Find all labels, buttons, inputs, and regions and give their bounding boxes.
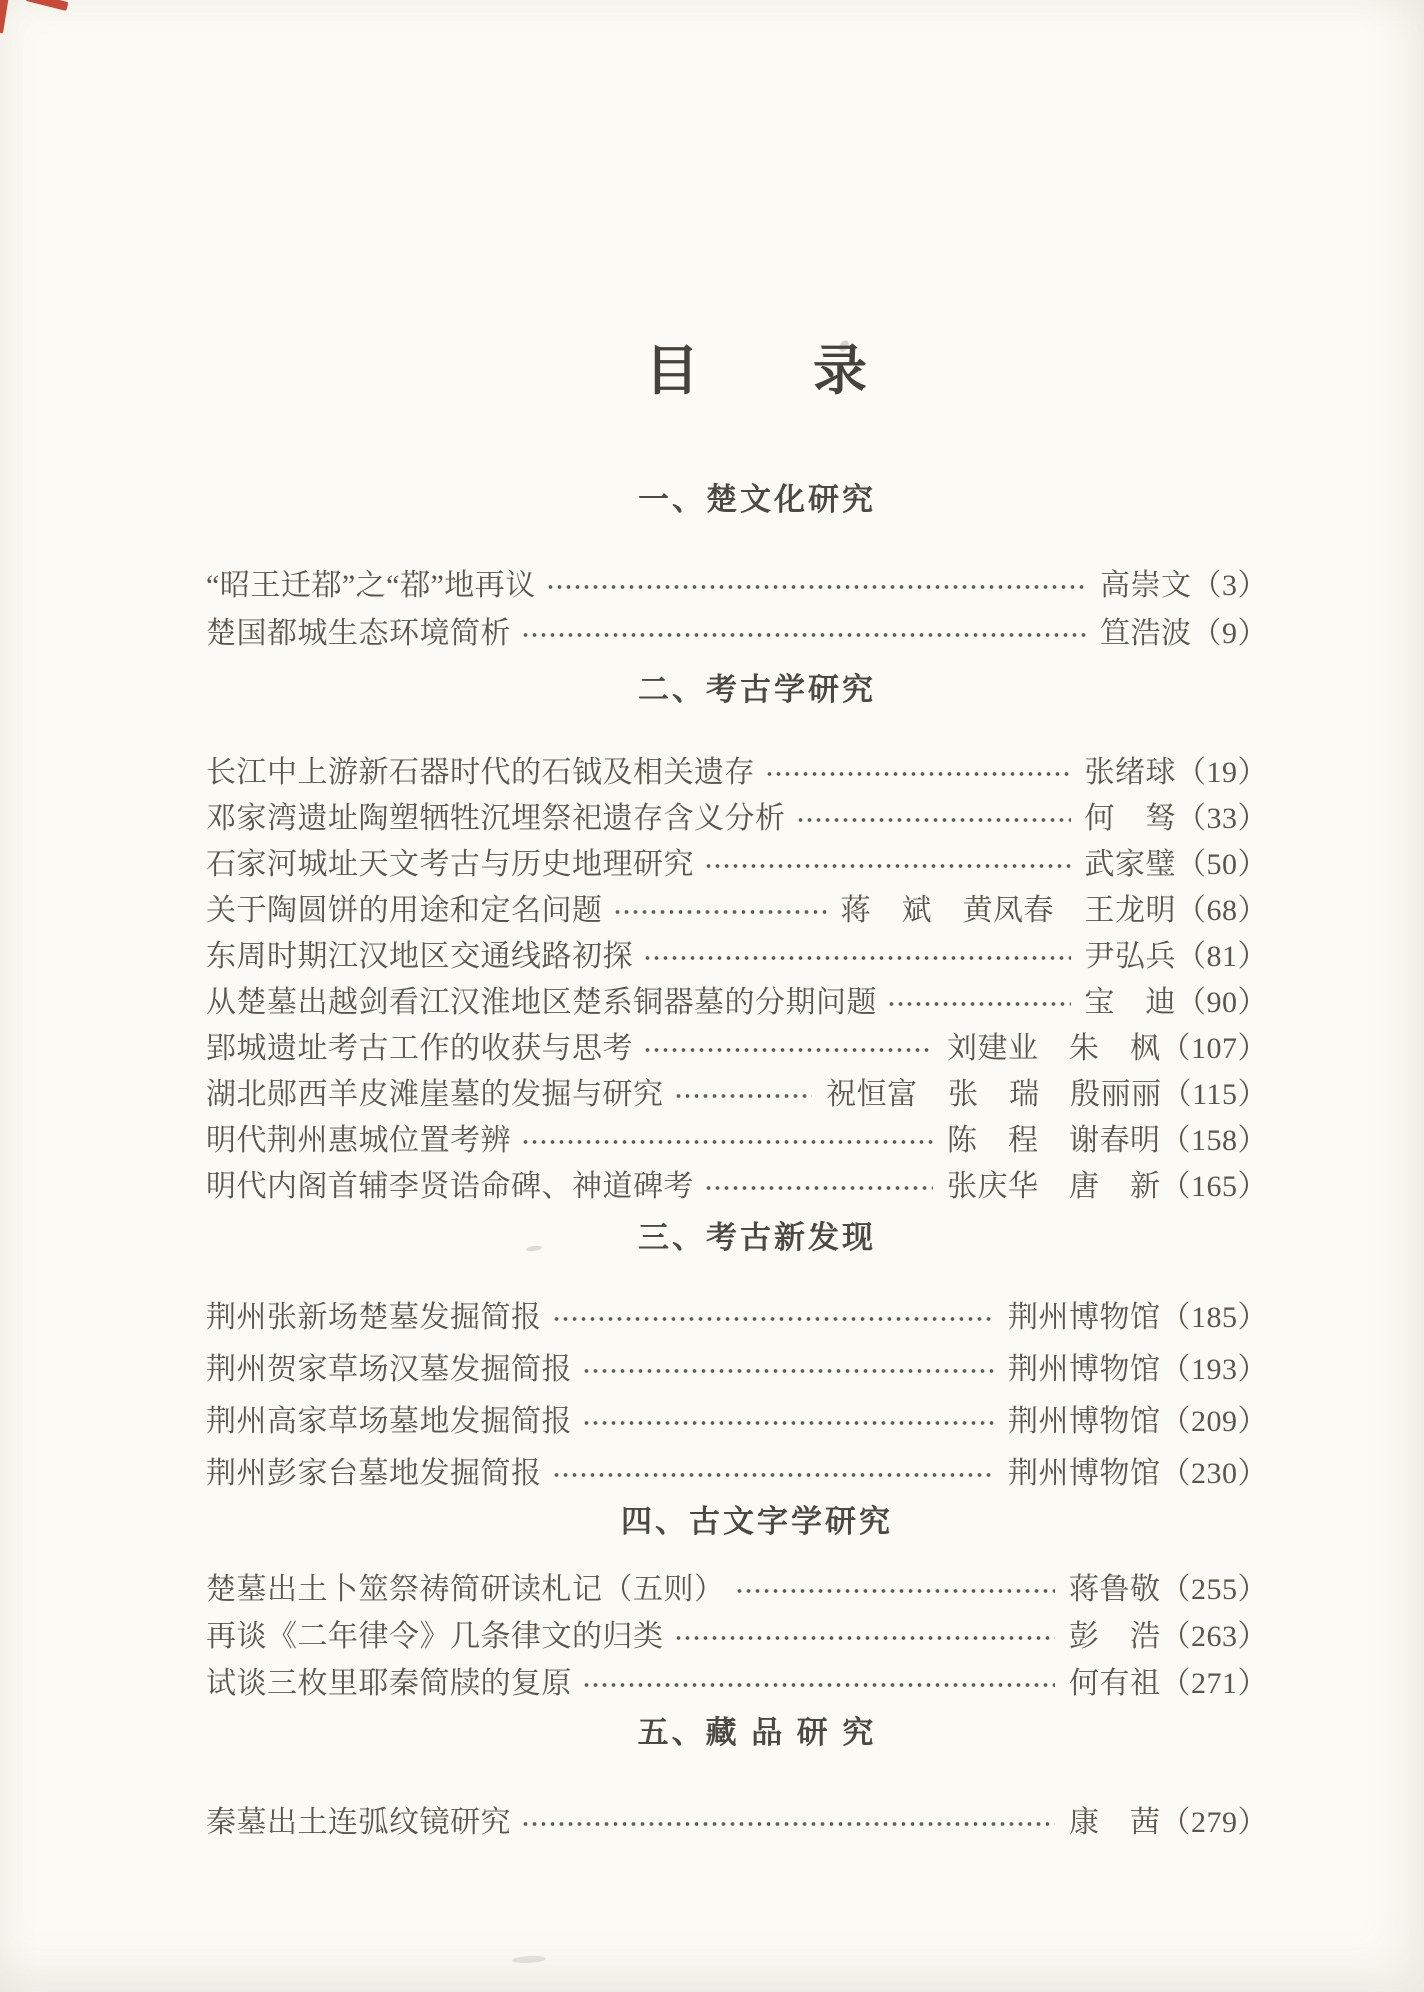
section-heading: 五、藏 品 研 究 [637, 1715, 877, 1750]
toc-entry [206, 1562, 1268, 1609]
entry-title: 再谈《二年律令》几条律文的归类 [206, 1619, 664, 1653]
entry-authors-page: 荆州博物馆（209） [1008, 1405, 1268, 1438]
section-entries [206, 558, 1268, 654]
dot-leader [765, 771, 1071, 777]
dot-leader [546, 584, 1086, 590]
entry-title: 试谈三枚里耶秦简牍的复原 [206, 1666, 572, 1700]
section-entries [206, 1795, 1268, 1843]
entry-title: 石家河城址天文考古与历史地理研究 [206, 848, 694, 881]
toc-entry [206, 976, 1268, 1022]
entry-title: “昭王迁鄀”之“鄀”地再议 [206, 569, 536, 602]
entry-title: 荆州彭家台墓地发掘简报 [206, 1457, 542, 1490]
entry-authors-page: 荆州博物馆（230） [1008, 1457, 1268, 1490]
toc-section [206, 478, 1268, 654]
section-entries [206, 1288, 1268, 1496]
toc-section [206, 1500, 1268, 1703]
entry-title: 邓家湾遗址陶塑牺牲沉埋祭祀遗存含义分析 [206, 802, 786, 835]
entry-authors-page: 宝 迪（90） [1084, 986, 1268, 1019]
dot-leader [552, 1472, 995, 1478]
scan-smudge [512, 1955, 546, 1964]
toc-entry [206, 1114, 1268, 1160]
dot-leader [521, 632, 1086, 638]
toc-entry [206, 558, 1268, 606]
scan-artifact-red-mark [0, 0, 9, 33]
entry-title: 关于陶圆饼的用途和定名问题 [206, 894, 603, 927]
dot-leader [704, 863, 1071, 869]
dot-leader [674, 1635, 1056, 1641]
entry-authors-page: 蒋鲁敬（255） [1069, 1572, 1268, 1606]
section-entries [206, 1562, 1268, 1703]
entry-title: 从楚墓出越剑看江汉淮地区楚系铜器墓的分期问题 [206, 986, 877, 1019]
dot-leader [582, 1368, 994, 1374]
toc-entry [206, 1656, 1268, 1703]
entry-authors-page: 荆州博物馆（185） [1008, 1301, 1268, 1334]
entry-authors-page: 刘建业 朱 枫（107） [947, 1032, 1268, 1065]
section-heading: 三、考古新发现 [638, 1220, 876, 1255]
toc-section [206, 668, 1268, 1206]
entry-authors-page: 蒋 斌 黄凤春 王龙明（68） [840, 894, 1268, 927]
toc-entry [206, 884, 1268, 930]
toc-entry [206, 1795, 1268, 1843]
toc-entry [206, 1288, 1268, 1340]
toc-entry [206, 1022, 1268, 1068]
dot-leader [521, 1821, 1055, 1827]
entry-title: 郢城遗址考古工作的收获与思考 [206, 1032, 633, 1065]
entry-title: 荆州高家草场墓地发掘简报 [206, 1405, 572, 1438]
entry-authors-page: 何 驽（33） [1084, 802, 1268, 835]
entry-authors-page: 彭 浩（263） [1069, 1619, 1268, 1653]
scan-artifact-red-mark [26, 0, 69, 11]
entry-title: 明代内阁首辅李贤诰命碑、神道碑考 [206, 1170, 694, 1203]
dot-leader [613, 909, 827, 915]
entry-title: 荆州贺家草场汉墓发掘简报 [206, 1353, 572, 1386]
entry-title: 楚国都城生态环境简析 [206, 617, 511, 650]
dot-leader [643, 1047, 933, 1053]
dot-leader [735, 1588, 1056, 1594]
section-heading: 二、考古学研究 [638, 672, 876, 707]
toc-entry [206, 1160, 1268, 1206]
toc-section [206, 1711, 1268, 1843]
entry-authors-page: 荆州博物馆（193） [1008, 1353, 1268, 1386]
toc-entry [206, 606, 1268, 654]
entry-title: 东周时期江汉地区交通线路初探 [206, 940, 633, 973]
toc-entry [206, 838, 1268, 884]
dot-leader [582, 1682, 1055, 1688]
dot-leader [643, 955, 1071, 961]
dot-leader [796, 817, 1071, 823]
entry-title: 秦墓出土连弧纹镜研究 [206, 1806, 511, 1839]
entry-authors-page: 武家璧（50） [1084, 848, 1268, 881]
dot-leader [582, 1420, 994, 1426]
toc-section [206, 1216, 1268, 1496]
page-title: 目 录 [645, 341, 869, 401]
toc-content [206, 0, 1268, 1843]
entry-authors-page: 张绪球（19） [1084, 756, 1268, 789]
entry-title: 明代荆州惠城位置考辨 [206, 1124, 511, 1157]
dot-leader [887, 1001, 1071, 1007]
entry-title: 荆州张新场楚墓发掘简报 [206, 1301, 542, 1334]
entry-title: 楚墓出土卜筮祭祷简研读札记（五则） [206, 1572, 725, 1606]
entry-authors-page: 何有祖（271） [1069, 1666, 1268, 1700]
entry-authors-page: 陈 程 谢春明（158） [947, 1124, 1268, 1157]
entry-authors-page: 康 茜（279） [1069, 1806, 1268, 1839]
entry-authors-page: 张庆华 唐 新（165） [947, 1170, 1268, 1203]
dot-leader [704, 1185, 933, 1191]
dot-leader [521, 1139, 933, 1145]
section-heading: 四、古文字学研究 [621, 1504, 893, 1539]
toc-entry [206, 1340, 1268, 1392]
dot-leader [674, 1093, 813, 1099]
entry-authors-page: 祝恒富 张 瑞 殷丽丽（115） [826, 1078, 1268, 1111]
toc-sections [206, 478, 1268, 1843]
entry-title: 湖北郧西羊皮滩崖墓的发掘与研究 [206, 1078, 664, 1111]
entry-title: 长江中上游新石器时代的石钺及相关遗存 [206, 756, 755, 789]
toc-entry [206, 1444, 1268, 1496]
dot-leader [552, 1316, 995, 1322]
entry-authors-page: 高崇文（3） [1100, 569, 1268, 602]
toc-entry [206, 1392, 1268, 1444]
toc-entry [206, 792, 1268, 838]
entry-authors-page: 尹弘兵（81） [1084, 940, 1268, 973]
toc-entry [206, 1068, 1268, 1114]
toc-entry [206, 930, 1268, 976]
section-entries [206, 746, 1268, 1206]
toc-entry [206, 746, 1268, 792]
section-heading: 一、楚文化研究 [638, 482, 876, 517]
toc-entry [206, 1609, 1268, 1656]
entry-authors-page: 笪浩波（9） [1100, 617, 1268, 650]
